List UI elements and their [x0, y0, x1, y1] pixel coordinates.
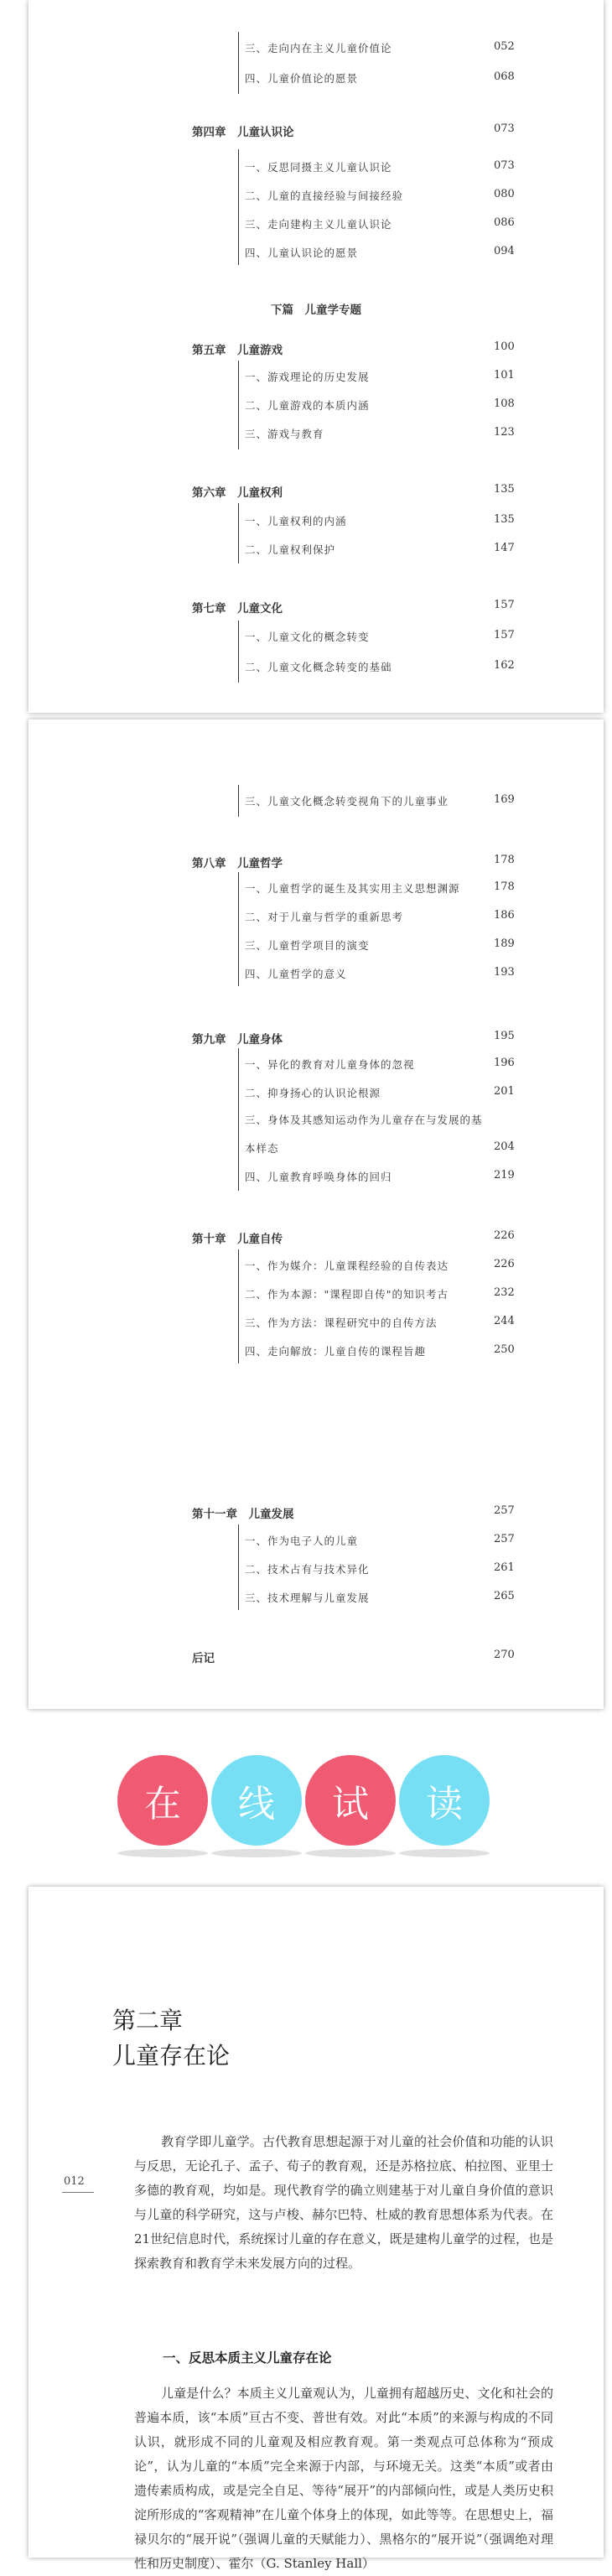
toc-entry-page: 135	[494, 513, 515, 526]
toc-entry-title: 三、身体及其感知运动作为儿童存在与发展的基	[245, 1114, 483, 1126]
toc-entry-title: 第七章 儿童文化	[192, 602, 283, 615]
sample-page	[29, 1887, 604, 2571]
toc-entry-title: 二、儿童文化概念转变的基础	[245, 661, 392, 673]
toc-entry-title: 四、儿童价值论的愿景	[245, 72, 359, 85]
toc-section-entry[interactable]	[29, 542, 604, 567]
toc-entry-page: 250	[494, 1343, 515, 1356]
toc-entry-title: 四、儿童认识论的愿景	[245, 247, 359, 259]
toc-entry-page: 135	[494, 483, 515, 496]
toc-section-entry[interactable]	[29, 1169, 604, 1194]
toc-group-rule	[238, 149, 239, 265]
toc-entry-title: 第九章 儿童身体	[192, 1033, 283, 1046]
toc-entry-page: 219	[494, 1169, 515, 1182]
toc-entry-page: 169	[494, 793, 515, 806]
toc-section-entry[interactable]	[29, 40, 604, 65]
page-number-rule	[62, 2192, 94, 2193]
toc-group-rule	[238, 32, 239, 94]
toc-section-entry[interactable]	[29, 1590, 604, 1615]
toc-section-entry[interactable]	[29, 629, 604, 654]
toc-entry-page: 244	[494, 1315, 515, 1327]
toc-section-entry[interactable]	[29, 659, 604, 684]
toc-chapter-entry[interactable]	[29, 599, 604, 624]
toc-chapter-entry[interactable]	[29, 1030, 604, 1055]
banner-char-1: 在	[117, 1755, 208, 1846]
toc-entry-title: 一、儿童哲学的诞生及其实用主义思想渊源	[245, 882, 460, 895]
toc-entry-page: 265	[494, 1590, 515, 1602]
toc-group-rule	[238, 1524, 239, 1610]
toc-entry-title: 三、儿童哲学项目的演变	[245, 939, 370, 952]
toc-entry-page: 186	[494, 909, 515, 922]
toc-entry-title: 三、游戏与教育	[245, 428, 324, 440]
toc-section-entry[interactable]	[29, 1140, 604, 1166]
body-paragraph-1	[134, 2130, 553, 2276]
toc-entry-title: 三、走向内在主义儿童价值论	[245, 42, 392, 55]
banner-char-4: 读	[399, 1755, 490, 1846]
toc-section-entry[interactable]	[29, 1533, 604, 1558]
toc-section-entry[interactable]	[29, 513, 604, 538]
toc-group-rule	[238, 1249, 239, 1363]
toc-entry-page: 189	[494, 937, 515, 950]
toc-entry-title: 二、作为本源："课程即自传"的知识考古	[245, 1288, 449, 1301]
toc-entry-page: 073	[494, 159, 515, 172]
toc-entry-page: 094	[494, 245, 515, 257]
toc-section-entry[interactable]	[29, 188, 604, 213]
toc-entry-page: 108	[494, 397, 515, 410]
toc-entry-title: 一、作为电子人的儿童	[245, 1535, 359, 1547]
toc-group-rule	[238, 785, 239, 817]
toc-entry-title: 三、作为方法：课程研究中的自传方法	[245, 1317, 438, 1329]
toc-chapter-entry[interactable]	[29, 1504, 604, 1530]
toc-section-entry[interactable]	[29, 245, 604, 270]
toc-entry-title: 四、儿童教育呼唤身体的回归	[245, 1171, 392, 1183]
toc-entry-title: 一、反思同摄主义儿童认识论	[245, 161, 392, 174]
toc-entry-page: 086	[494, 216, 515, 229]
toc-entry-page: 157	[494, 629, 515, 641]
toc-entry-page: 178	[494, 854, 515, 866]
toc-entry-title: 一、游戏理论的历史发展	[245, 371, 370, 383]
toc-entry-title: 二、对于儿童与哲学的重新思考	[245, 911, 404, 923]
toc-section-entry[interactable]	[29, 70, 604, 96]
toc-section-entry[interactable]	[29, 369, 604, 394]
toc-chapter-entry[interactable]	[29, 483, 604, 508]
toc-chapter-entry[interactable]	[29, 854, 604, 879]
toc-entry-title: 后记	[192, 1652, 215, 1665]
toc-chapter-entry[interactable]	[29, 1649, 604, 1674]
chapter-number: 第二章	[112, 2007, 184, 2034]
toc-entry-title: 四、儿童哲学的意义	[245, 968, 347, 980]
toc-entry-page: 261	[494, 1561, 515, 1574]
toc-chapter-entry[interactable]	[29, 340, 604, 366]
banner-char-3: 试	[305, 1755, 396, 1846]
toc-section-entry[interactable]	[29, 397, 604, 423]
toc-section-entry[interactable]	[29, 1286, 604, 1311]
toc-entry-page: 226	[494, 1258, 515, 1270]
page-number: 012	[64, 2175, 85, 2188]
toc-group-rule	[238, 503, 239, 564]
toc-entry-page: 257	[494, 1504, 515, 1517]
toc-entry-title: 三、技术理解与儿童发展	[245, 1592, 370, 1604]
toc-entry-title: 二、技术占有与技术异化	[245, 1563, 370, 1576]
toc-chapter-entry[interactable]	[29, 1229, 604, 1254]
toc-entry-title: 二、抑身扬心的认识论根源	[245, 1087, 381, 1099]
toc-entry-title: 一、儿童文化的概念转变	[245, 631, 370, 643]
toc-page-1	[29, 0, 604, 713]
toc-entry-title: 一、儿童权利的内涵	[245, 515, 347, 527]
online-preview-banner	[0, 1755, 612, 1864]
toc-entry-title: 下篇 儿童学专题	[271, 304, 361, 317]
toc-entry-page: 195	[494, 1030, 515, 1042]
toc-section-entry[interactable]	[29, 1258, 604, 1283]
circle-shadow	[117, 1849, 208, 1857]
toc-section-entry[interactable]	[29, 793, 604, 818]
toc-entry-page: 162	[494, 659, 515, 672]
toc-entry-title: 二、儿童的直接经验与间接经验	[245, 190, 404, 202]
toc-entry-page: 080	[494, 188, 515, 200]
toc-section-entry[interactable]	[29, 1112, 604, 1137]
toc-section-entry[interactable]	[29, 216, 604, 242]
toc-section-entry[interactable]	[29, 909, 604, 934]
toc-section-entry[interactable]	[29, 426, 604, 451]
toc-entry-page: 147	[494, 542, 515, 554]
circle-shadow	[305, 1849, 396, 1857]
toc-section-entry[interactable]	[29, 880, 604, 906]
toc-entry-title: 第十一章 儿童发展	[192, 1508, 294, 1521]
toc-entry-title: 第六章 儿童权利	[192, 486, 283, 500]
toc-group-rule	[238, 621, 239, 683]
toc-page-2	[29, 719, 604, 1709]
toc-section-entry[interactable]	[29, 159, 604, 184]
toc-entry-page: 157	[494, 599, 515, 611]
toc-section-entry[interactable]	[29, 1561, 604, 1587]
toc-entry-title: 二、儿童游戏的本质内涵	[245, 399, 370, 412]
toc-group-rule	[238, 361, 239, 449]
toc-section-entry[interactable]	[29, 937, 604, 963]
toc-entry-page: 052	[494, 40, 515, 53]
paragraph-text: 教育学即儿童学。古代教育思想起源于对儿童的社会价值和功能的认识与反思，无论孔子、孟子、荀子的教育观，还是苏格拉底、柏拉图、亚里士多德的教育观，均如是。现代教育学的确立则建基于对儿童自身价值的意识与儿童的科学研究，这与卢梭、赫尔巴特、杜威的教育思想体系为代表。在21世纪信息时代，系统探讨儿童的存在意义，既是建构儿童学的过程，也是探索教育和教育学未来发展方向的过程。	[134, 2134, 553, 2271]
toc-group-rule	[238, 1048, 239, 1191]
toc-entry-title: 四、走向解放：儿童自传的课程旨趣	[245, 1345, 427, 1358]
toc-entry-title: 三、走向建构主义儿童认识论	[245, 218, 392, 231]
circle-shadow	[211, 1849, 302, 1857]
toc-section-entry[interactable]	[29, 1057, 604, 1082]
toc-entry-title: 二、儿童权利保护	[245, 543, 336, 556]
toc-section-entry[interactable]	[29, 1085, 604, 1110]
toc-entry-title: 第五章 儿童游戏	[192, 344, 283, 357]
toc-entry-page: 232	[494, 1286, 515, 1299]
toc-entry-page: 073	[494, 122, 515, 135]
toc-entry-title: 一、异化的教育对儿童身体的忽视	[245, 1058, 415, 1071]
circle-shadow	[399, 1849, 490, 1857]
toc-section-entry[interactable]	[29, 966, 604, 991]
section-heading: 一、反思本质主义儿童存在论	[163, 2350, 332, 2366]
toc-part-heading[interactable]	[29, 300, 604, 325]
toc-entry-page: 068	[494, 70, 515, 83]
toc-entry-page: 204	[494, 1140, 515, 1153]
banner-char-2: 线	[211, 1755, 302, 1846]
chapter-title: 儿童存在论	[112, 2042, 231, 2070]
toc-entry-title: 第四章 儿童认识论	[192, 126, 294, 139]
toc-group-rule	[238, 872, 239, 986]
body-paragraph-2	[134, 2381, 553, 2576]
toc-section-entry[interactable]	[29, 1343, 604, 1368]
toc-entry-page: 101	[494, 369, 515, 382]
toc-entry-title: 第八章 儿童哲学	[192, 857, 283, 870]
toc-entry-page: 178	[494, 880, 515, 893]
toc-entry-page: 201	[494, 1085, 515, 1098]
toc-entry-title: 三、儿童文化概念转变视角下的儿童事业	[245, 795, 449, 808]
toc-entry-title: 本样态	[245, 1142, 279, 1155]
toc-entry-page: 270	[494, 1649, 515, 1661]
toc-entry-title: 一、作为媒介：儿童课程经验的自传表达	[245, 1259, 449, 1272]
toc-entry-page: 100	[494, 340, 515, 353]
toc-entry-page: 257	[494, 1533, 515, 1545]
toc-entry-page: 226	[494, 1229, 515, 1242]
toc-chapter-entry[interactable]	[29, 122, 604, 148]
paragraph-text: 儿童是什么？本质主义儿童观认为，儿童拥有超越历史、文化和社会的普遍本质，该“本质”亘古不变、普世有效。对此“本质”的来源与构成的不同认识，就形成不同的儿童观及相应教育观。第一类观点可总体称为“预成论”，认为儿童的“本质”完全来源于内部，与环境无关。这类“本质”或者由遗传素质构成，或是完全自足、等待“展开”的内部倾向性，或是人类历史积淀所形成的“客观精神”在儿童个体身上的体现，如此等等。在思想史上，福禄贝尔的“展开说”（强调儿童的天赋能力）、黑格尔的“展开说”（强调绝对理性和历史制度）、霍尔（G. Stanley Hall）	[134, 2386, 553, 2571]
toc-entry-page: 123	[494, 426, 515, 439]
toc-entry-page: 193	[494, 966, 515, 979]
toc-entry-page: 196	[494, 1057, 515, 1069]
toc-section-entry[interactable]	[29, 1315, 604, 1340]
toc-entry-title: 第十章 儿童自传	[192, 1233, 283, 1246]
